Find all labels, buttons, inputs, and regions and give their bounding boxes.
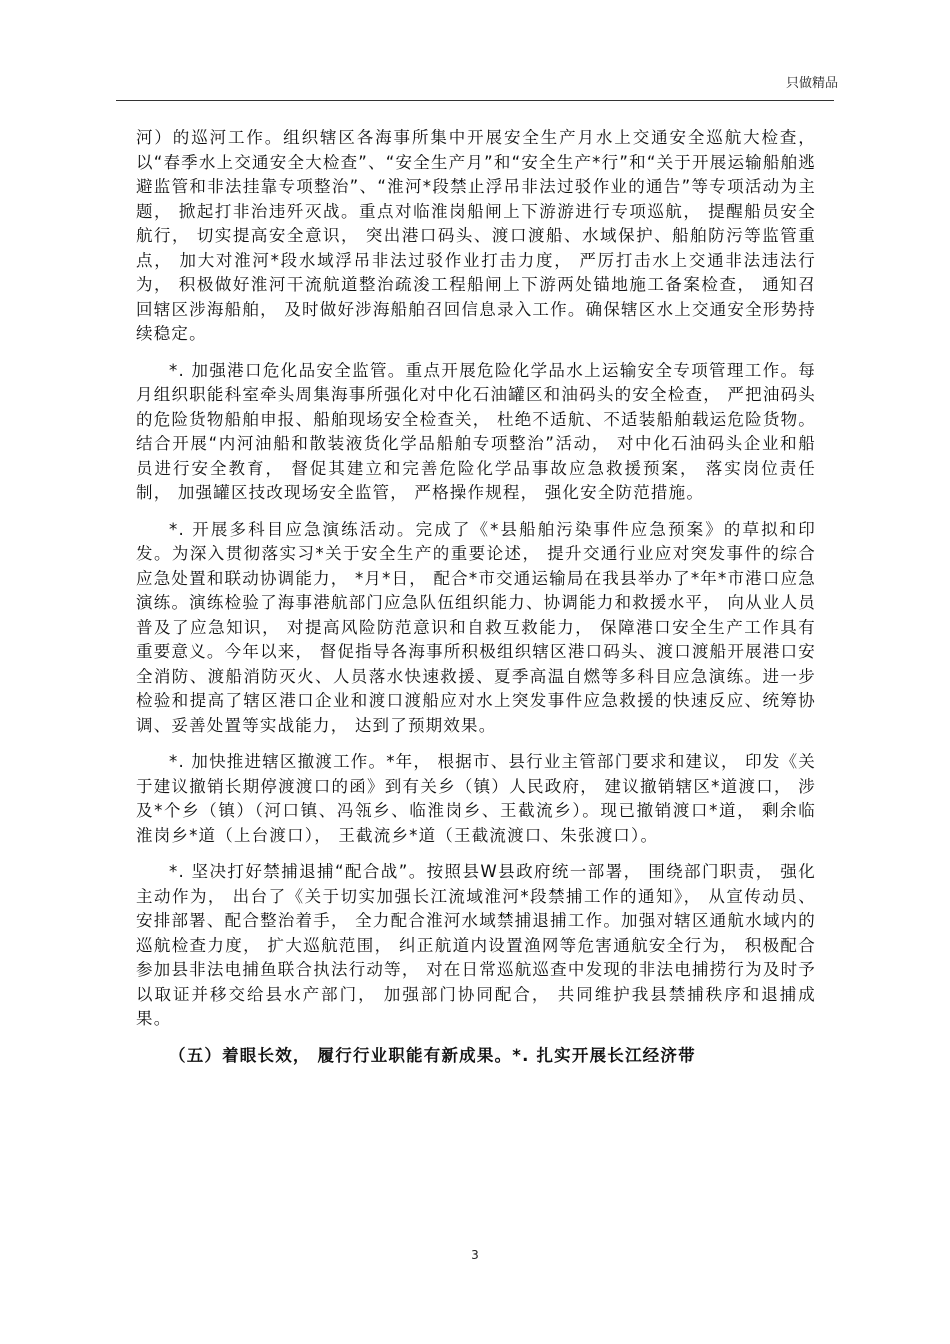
paragraph-patrol: 河）的巡河工作。组织辖区各海事所集中开展安全生产月水上交通安全巡航大检查， 以“春季水上交通安全大检查”、“安全生产月”和“安全生产*行”和“关于开展运输船舶逃避监管和非法挂靠专项整治”、“淮河*段禁止浮吊非法过驳作业的通告”等专项活动为主题， 掀起打非治违歼灭战。重点对临淮岗船闸上下游游进行专项巡航， 提醒船员安全航行， 切实提高安全意识， 突出港口码头、渡口渡船、水域保护、船舶防污等监管重点， 加大对淮河*段水域浮吊非法过驳作业打击力度， 严厉打击水上交通非法违法行为， 积极做好淮河干流航道整治疏浚工程船闸上下游两处锚地施工备案检查， 通知召回辖区涉海船舶， 及时做好涉海船舶召回信息录入工作。确保辖区水上交通安全形势持续稳定。 bbox=[136, 128, 816, 343]
header-rule bbox=[116, 100, 834, 101]
paragraph-hazmat: *. 加强港口危化品安全监管。重点开展危险化学品水上运输安全专项管理工作。每月组织职能科室牵头周集海事所强化对中化石油罐区和油码头的安全检查， 严把油码头的危险货物船舶申报、船舶现场安全检查关， 杜绝不适航、不适装船舶载运危险货物。结合开展“内河油船和散装液货化学品船舶专项整治”活动， 对中化石油码头企业和船员进行安全教育， 督促其建立和完善危险化学品事故应急救援预案， 落实岗位责任制， 加强罐区技改现场安全监管， 严格操作规程， 强化安全防范措施。 bbox=[136, 360, 816, 502]
document-body bbox=[136, 126, 816, 1080]
paragraph-fishing-ban: *. 坚决打好禁捕退捕“配合战”。按照县W县政府统一部署， 围绕部门职责， 强化主动作为， 出台了《关于切实加强长江流域淮河*段禁捕工作的通知》， 从宣传动员、安排部署、配合整治着手， 全力配合淮河水域禁捕退捕工作。加强对辖区通航水域内的巡航检查力度， 扩大巡航范围， 纠正航道内设置渔网等危害通航安全行为， 积极配合参加县非法电捕鱼联合执法行动等， 对在日常巡航巡查中发现的非法电捕捞行为及时予以取证并移交给县水产部门， 加强部门协同配合， 共同维护我县禁捕秩序和退捕成果。 bbox=[136, 862, 816, 1028]
section-heading-five: （五）着眼长效， 履行行业职能有新成果。*. 扎实开展长江经济带 bbox=[169, 1045, 696, 1065]
paragraph-ferry: *. 加快推进辖区撤渡工作。*年， 根据市、县行业主管部门要求和建议， 印发《关于建议撤销长期停渡渡口的函》到有关乡（镇）人民政府， 建议撤销辖区*道渡口， 涉及*个乡（镇）（河口镇、冯瓴乡、临淮岗乡、王截流乡）。现已撤销渡口*道， 剩余临淮岗乡*道（上台渡口）， 王截流乡*道（王截流渡口、朱张渡口）。 bbox=[136, 752, 816, 845]
paragraph-drills: *. 开展多科目应急演练活动。完成了《*县船舶污染事件应急预案》的草拟和印发。为深入贯彻落实习*关于安全生产的重要论述， 提升交通行业应对突发事件的综合应急处置和联动协调能力， *月*日， 配合*市交通运输局在我县举办了*年*市港口应急演练。演练检验了海事港航部门应急队伍组织能力、协调能力和救援水平， 向从业人员普及了应急知识， 对提高风险防范意识和自救互救能力， 保障港口安全生产工作具有重要意义。今年以来， 督促指导各海事所积极组织辖区港口码头、渡口渡船开展港口安全消防、渡船消防灭火、人员落水快速救援、夏季高温自燃等多科目应急演练。进一步检验和提高了辖区港口企业和渡口渡船应对水上突发事件应急救援的快速反应、统筹协调、妥善处置等实战能力， 达到了预期效果。 bbox=[136, 519, 816, 735]
page-number: 3 bbox=[471, 1248, 479, 1262]
header-note: 只做精品 bbox=[785, 76, 838, 91]
